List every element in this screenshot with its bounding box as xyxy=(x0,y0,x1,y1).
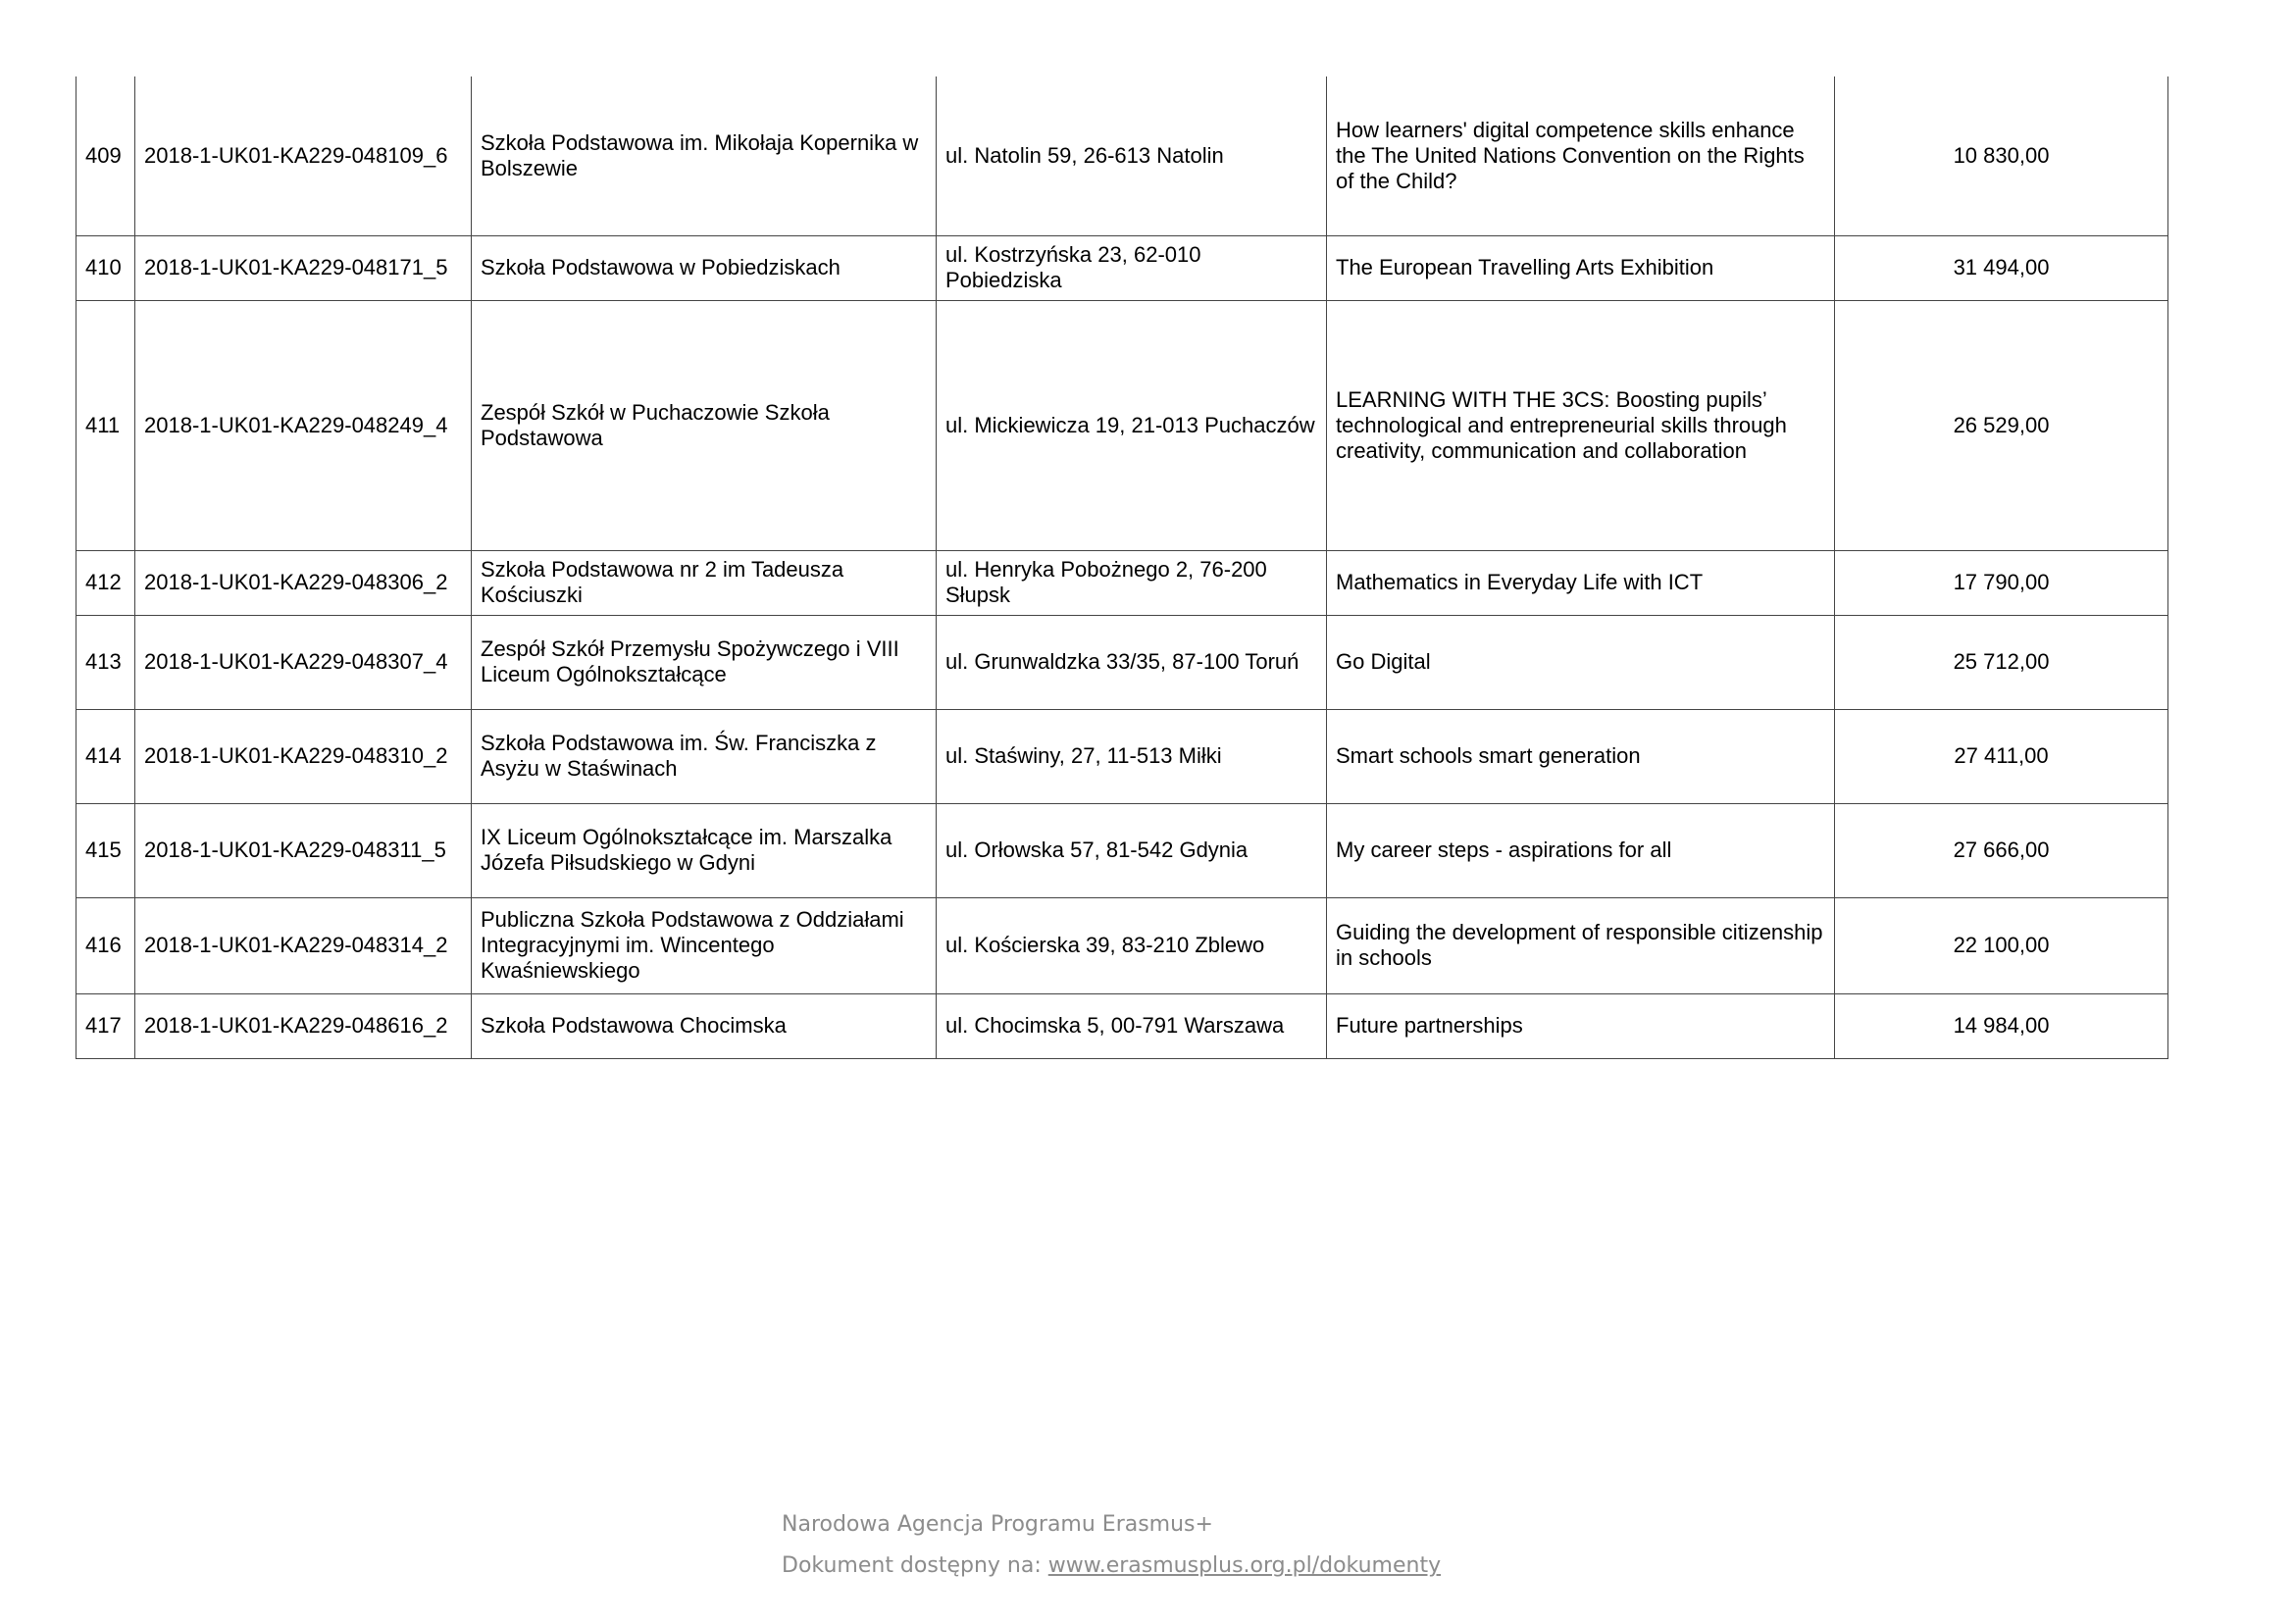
project-number: 2018-1-UK01-KA229-048249_4 xyxy=(135,300,472,550)
project-title: Mathematics in Everyday Life with ICT xyxy=(1327,550,1835,615)
grants-table xyxy=(76,76,2168,1059)
institution-name: Publiczna Szkoła Podstawowa z Oddziałami Integracyjnymi im. Wincentego Kwaśniewskiego xyxy=(472,897,937,993)
project-title: The European Travelling Arts Exhibition xyxy=(1327,235,1835,300)
institution-address: ul. Kostrzyńska 23, 62-010 Pobiedziska xyxy=(937,235,1327,300)
institution-address: ul. Mickiewicza 19, 21-013 Puchaczów xyxy=(937,300,1327,550)
project-number: 2018-1-UK01-KA229-048307_4 xyxy=(135,615,472,709)
grant-amount: 22 100,00 xyxy=(1835,897,2168,993)
institution-address: ul. Chocimska 5, 00-791 Warszawa xyxy=(937,993,1327,1058)
institution-name: Szkoła Podstawowa im. Św. Franciszka z Asyżu w Staświnach xyxy=(472,709,937,803)
grant-amount: 25 712,00 xyxy=(1835,615,2168,709)
project-number: 2018-1-UK01-KA229-048310_2 xyxy=(135,709,472,803)
institution-address: ul. Grunwaldzka 33/35, 87-100 Toruń xyxy=(937,615,1327,709)
row-number: 411 xyxy=(76,300,135,550)
table-row xyxy=(76,550,2168,615)
institution-address: ul. Kościerska 39, 83-210 Zblewo xyxy=(937,897,1327,993)
institution-name: Zespół Szkół w Puchaczowie Szkoła Podstawowa xyxy=(472,300,937,550)
row-number: 415 xyxy=(76,803,135,897)
row-number: 410 xyxy=(76,235,135,300)
institution-address: ul. Natolin 59, 26-613 Natolin xyxy=(937,76,1327,235)
institution-name: IX Liceum Ogólnokształcące im. Marszalka Józefa Piłsudskiego w Gdyni xyxy=(472,803,937,897)
institution-address: ul. Staświny, 27, 11-513 Miłki xyxy=(937,709,1327,803)
project-title: Smart schools smart generation xyxy=(1327,709,1835,803)
project-number: 2018-1-UK01-KA229-048171_5 xyxy=(135,235,472,300)
project-title: My career steps - aspirations for all xyxy=(1327,803,1835,897)
grant-amount: 27 666,00 xyxy=(1835,803,2168,897)
footer-agency: Narodowa Agencja Programu Erasmus+ xyxy=(782,1512,1213,1537)
institution-name: Szkoła Podstawowa w Pobiedziskach xyxy=(472,235,937,300)
institution-address: ul. Henryka Pobożnego 2, 76-200 Słupsk xyxy=(937,550,1327,615)
grant-amount: 31 494,00 xyxy=(1835,235,2168,300)
project-title: Guiding the development of responsible citizenship in schools xyxy=(1327,897,1835,993)
page-footer xyxy=(782,1504,1441,1587)
project-title: LEARNING WITH THE 3CS: Boosting pupils’ technological and entrepreneurial skills through creativity, communication and collaboration xyxy=(1327,300,1835,550)
project-number: 2018-1-UK01-KA229-048109_6 xyxy=(135,76,472,235)
table-row xyxy=(76,235,2168,300)
project-number: 2018-1-UK01-KA229-048311_5 xyxy=(135,803,472,897)
grant-amount: 14 984,00 xyxy=(1835,993,2168,1058)
grant-amount: 10 830,00 xyxy=(1835,76,2168,235)
table-row xyxy=(76,615,2168,709)
row-number: 409 xyxy=(76,76,135,235)
table-row xyxy=(76,709,2168,803)
grant-amount: 26 529,00 xyxy=(1835,300,2168,550)
footer-available-prefix: Dokument dostępny na: xyxy=(782,1553,1042,1578)
footer-link[interactable]: www.erasmusplus.org.pl/dokumenty xyxy=(1047,1553,1442,1578)
project-title: Future partnerships xyxy=(1327,993,1835,1058)
row-number: 413 xyxy=(76,615,135,709)
table-row xyxy=(76,803,2168,897)
table-row xyxy=(76,993,2168,1058)
institution-name: Szkoła Podstawowa Chocimska xyxy=(472,993,937,1058)
institution-name: Szkoła Podstawowa im. Mikołaja Kopernika w Bolszewie xyxy=(472,76,937,235)
institution-name: Zespół Szkół Przemysłu Spożywczego i VIII Liceum Ogólnokształcące xyxy=(472,615,937,709)
row-number: 417 xyxy=(76,993,135,1058)
project-number: 2018-1-UK01-KA229-048314_2 xyxy=(135,897,472,993)
footer-availability xyxy=(782,1546,1441,1587)
row-number: 416 xyxy=(76,897,135,993)
institution-name: Szkoła Podstawowa nr 2 im Tadeusza Kościuszki xyxy=(472,550,937,615)
table-row xyxy=(76,300,2168,550)
project-number: 2018-1-UK01-KA229-048306_2 xyxy=(135,550,472,615)
grant-amount: 27 411,00 xyxy=(1835,709,2168,803)
project-title: Go Digital xyxy=(1327,615,1835,709)
institution-address: ul. Orłowska 57, 81-542 Gdynia xyxy=(937,803,1327,897)
table-row xyxy=(76,76,2168,235)
row-number: 414 xyxy=(76,709,135,803)
table-row xyxy=(76,897,2168,993)
row-number: 412 xyxy=(76,550,135,615)
project-number: 2018-1-UK01-KA229-048616_2 xyxy=(135,993,472,1058)
grant-amount: 17 790,00 xyxy=(1835,550,2168,615)
project-title: How learners' digital competence skills enhance the The United Nations Convention on the Rights of the Child? xyxy=(1327,76,1835,235)
